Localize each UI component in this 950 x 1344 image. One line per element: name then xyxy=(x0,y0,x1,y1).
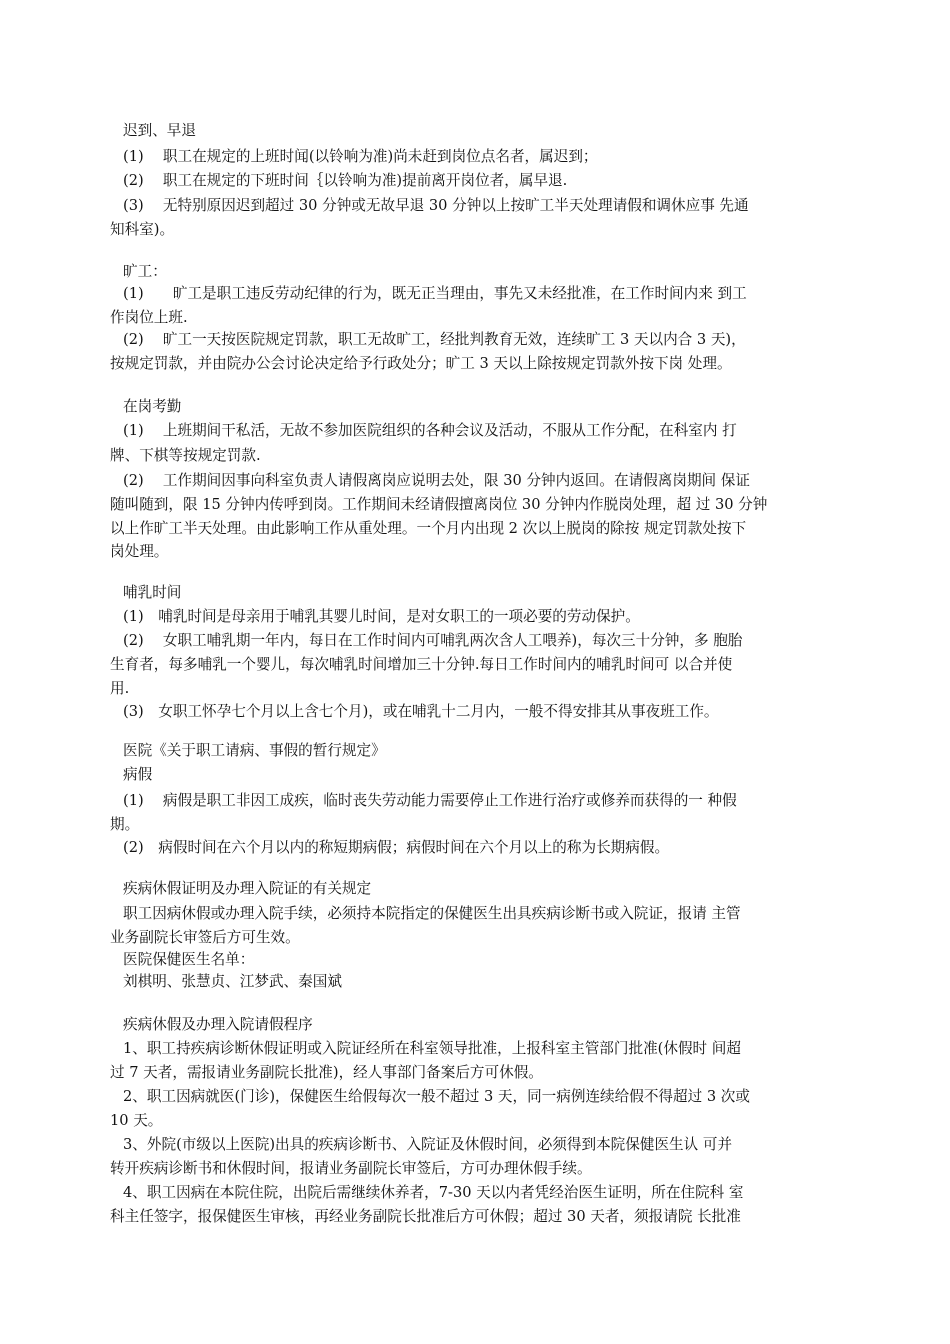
paragraph-line: (2) 职工在规定的下班时间｛以铃响为准)提前离开岗位者，属早退. xyxy=(123,172,568,189)
paragraph-line: 职工因病休假或办理入院手续，必须持本院指定的保健医生出具疾病诊断书或入院证，报请 主管 xyxy=(123,905,741,922)
heading-nursing: 哺乳时间 xyxy=(123,584,182,601)
paragraph-line: 知科室)。 xyxy=(110,221,175,238)
paragraph-line: 医院保健医生名单： xyxy=(123,951,255,968)
paragraph-line: 期。 xyxy=(110,816,140,833)
paragraph-line: (3) 女职工怀孕七个月以上含七个月)，或在哺乳十二月内，一般不得安排其从事夜班工作。 xyxy=(123,703,719,720)
heading-late-early: 迟到、早退 xyxy=(123,122,196,139)
doctor-names: 刘棋明、张慧贞、江梦武、秦国斌 xyxy=(123,973,342,990)
heading-certificate: 疾病休假证明及办理入院证的有关规定 xyxy=(123,880,372,897)
paragraph-line: (3) 无特别原因迟到超过 30 分钟或无故早退 30 分钟以上按旷工半天处理请假和调休应事 先通 xyxy=(123,197,749,214)
heading-procedure: 疾病休假及办理入院请假程序 xyxy=(123,1016,313,1033)
paragraph-line: (2) 旷工一天按医院规定罚款，职工无故旷工，经批判教育无效，连续旷工 3 天以内合 3 天)， xyxy=(123,331,746,348)
paragraph-line: 业务副院长审签后方可生效。 xyxy=(110,929,300,946)
paragraph-line: (1) 哺乳时间是母亲用于哺乳其婴儿时间，是对女职工的一项必要的劳动保护。 xyxy=(123,608,640,625)
paragraph-line: 2、职工因病就医(门诊)，保健医生给假每次一般不超过 3 天，同一病例连续给假不得超过 3 次或 xyxy=(123,1088,750,1105)
paragraph-line: (2) 工作期间因事向科室负责人请假离岗应说明去处，限 30 分钟内返回。在请假离岗期间 保证 xyxy=(123,472,750,489)
paragraph-line: 牌、下棋等按规定罚款. xyxy=(110,447,261,464)
paragraph-line: 3、外院(市级以上医院)出具的疾病诊断书、入院证及休假时间，必须得到本院保健医生认 可并 xyxy=(123,1136,733,1153)
paragraph-line: 以上作旷工半天处理。由此影响工作从重处理。一个月内出现 2 次以上脱岗的除按 规定罚款处按下 xyxy=(110,520,747,537)
heading-on-duty: 在岗考勤 xyxy=(123,398,182,415)
heading-regulation: 医院《关于职工请病、事假的暂行规定》 xyxy=(123,742,386,759)
paragraph-line: 用. xyxy=(110,680,130,697)
heading-sick-leave: 病假 xyxy=(123,766,153,783)
paragraph-line: 科主任签字，报保健医生审核，再经业务副院长批准后方可休假；超过 30 天者，须报请院 长批准 xyxy=(110,1208,741,1225)
paragraph-line: 10 天。 xyxy=(110,1112,163,1129)
paragraph-line: (1) 职工在规定的上班时闻(以铃响为准)尚未赶到岗位点名者，属迟到； xyxy=(123,148,598,165)
paragraph-line: 4、职工因病在本院住院，出院后需继续休养者，7-30 天以内者凭经治医生证明，所在住院科 室 xyxy=(123,1184,744,1201)
paragraph-line: (2) 病假时间在六个月以内的称短期病假；病假时间在六个月以上的称为长期病假。 xyxy=(123,839,670,856)
paragraph-line: (2) 女职工哺乳期一年内，每日在工作时间内可哺乳两次含人工喂养)，每次三十分钟，多 胞胎 xyxy=(123,632,743,649)
paragraph-line: 作岗位上班. xyxy=(110,309,188,326)
paragraph-line: (1) 旷工是职工违反劳动纪律的行为，既无正当理由，事先又未经批准，在工作时间内来 到工 xyxy=(123,285,747,302)
paragraph-line: (1) 病假是职工非因工成疾，临时丧失劳动能力需要停止工作进行治疗或修养而获得的一 种假 xyxy=(123,792,737,809)
heading-absenteeism: 旷工： xyxy=(123,263,167,280)
paragraph-line: 生育者，每多哺乳一个婴儿，每次哺乳时间增加三十分钟.每日工作时间内的哺乳时间可 以合并使 xyxy=(110,656,733,673)
paragraph-line: 1、职工持疾病诊断休假证明或入院证经所在科室领导批准，上报科室主管部门批准(休假时 间超 xyxy=(123,1040,741,1057)
paragraph-line: 岗处理。 xyxy=(110,543,169,560)
paragraph-line: 随叫随到，限 15 分钟内传呼到岗。工作期间未经请假擅离岗位 30 分钟内作脱岗处理，超 过 30 分钟 xyxy=(110,496,768,513)
paragraph-line: (1) 上班期间干私活，无故不参加医院组织的各种会议及活动，不服从工作分配，在科室内 打 xyxy=(123,422,737,439)
paragraph-line: 按规定罚款，并由院办公会讨论决定给予行政处分；旷工 3 天以上除按规定罚款外按下岗 处理。 xyxy=(110,355,732,372)
paragraph-line: 过 7 天者，需报请业务副院长批准)，经人事部门备案后方可休假。 xyxy=(110,1064,543,1081)
paragraph-line: 转开疾病诊断书和休假时间，报请业务副院长审签后，方可办理休假手续。 xyxy=(110,1160,592,1177)
